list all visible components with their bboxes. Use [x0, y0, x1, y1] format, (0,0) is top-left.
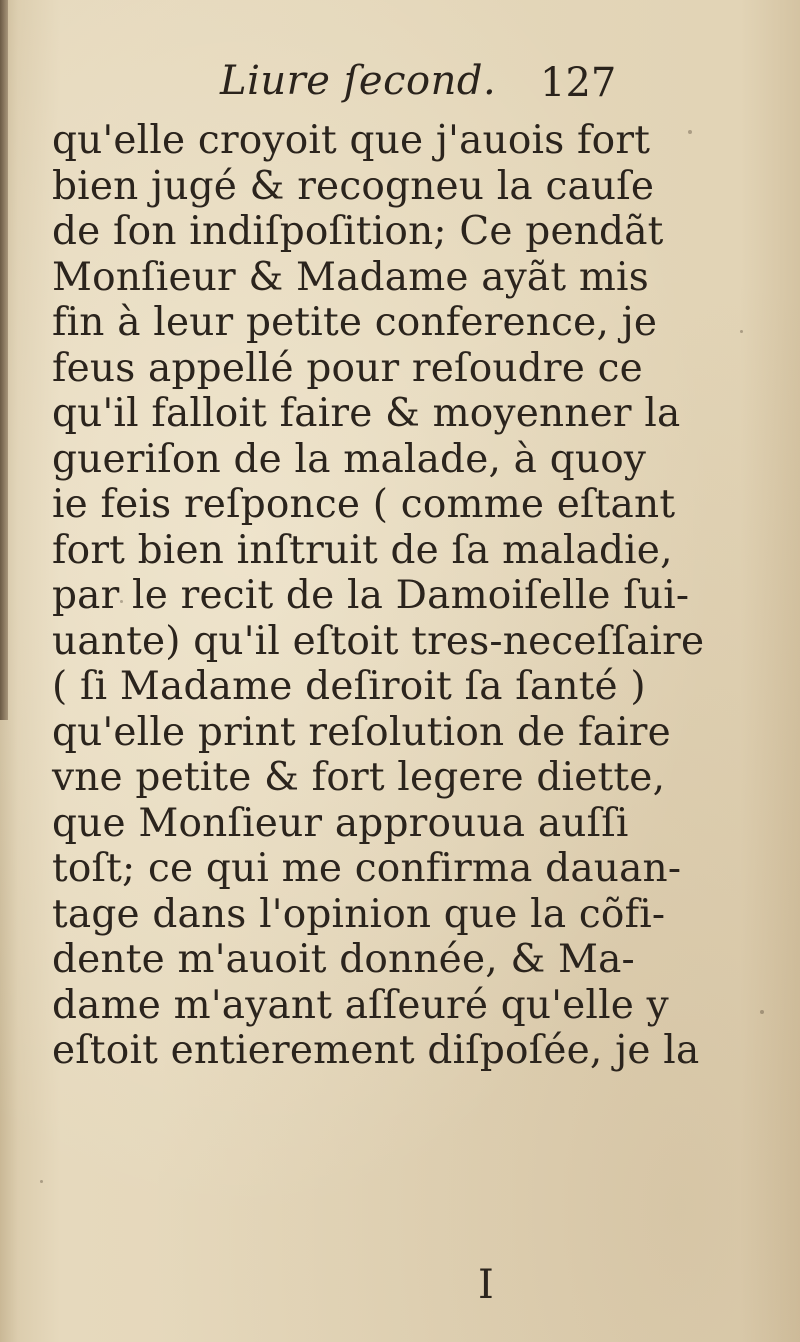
paper-speck	[740, 330, 743, 333]
paper-speck	[760, 1010, 764, 1014]
text-line: gueriſon de la malade, à quoy	[52, 436, 647, 482]
text-line: ie feis reſponce ( comme eſtant	[52, 482, 676, 527]
text-line: eſtoit entierement diſpoſée, je la	[52, 1028, 700, 1073]
text-line: que Monſieur approuua auſſi	[52, 800, 629, 846]
page-number: 127	[540, 60, 617, 106]
binding-edge	[0, 0, 8, 720]
text-line: tage dans l'opinion que la cõfi-	[52, 891, 666, 937]
paper-speck	[40, 1180, 43, 1183]
text-line: qu'il falloit faire & moyenner la	[52, 391, 681, 436]
paper-speck	[688, 130, 692, 134]
running-head	[220, 58, 640, 118]
text-line: Monſieur & Madame ayãt mis	[52, 254, 649, 300]
text-line: fort bien inſtruit de ſa maladie,	[52, 527, 673, 573]
text-line: feus appellé pour reſoudre ce	[52, 345, 643, 391]
text-line: de ſon indiſpoſition; Ce pendãt	[52, 209, 664, 254]
text-line: qu'elle print reſolution de faire	[52, 709, 671, 755]
text-line: uante) qu'il eſtoit tres-neceſſaire	[52, 618, 705, 664]
text-line: bien jugé & recogneu la cauſe	[52, 163, 655, 209]
body-text	[52, 118, 705, 1074]
text-line: ( ſi Madame deſiroit ſa ſanté )	[52, 664, 646, 709]
catchword: I	[478, 1262, 494, 1308]
text-line: fin à leur petite conference, je	[52, 300, 658, 345]
paper-speck	[120, 600, 123, 603]
text-line: toſt; ce qui me confirma dauan-	[52, 846, 682, 891]
text-line: dame m'ayant aſſeuré qu'elle y	[52, 982, 669, 1028]
text-line: dente m'auoit donnée, & Ma-	[52, 937, 635, 982]
text-line: vne petite & fort legere diette,	[52, 755, 666, 800]
text-line: qu'elle croyoit que j'auois fort	[52, 118, 651, 163]
text-line: par le recit de la Damoiſelle ſui-	[52, 573, 690, 618]
running-head-title: Liure ſecond.	[220, 58, 497, 104]
